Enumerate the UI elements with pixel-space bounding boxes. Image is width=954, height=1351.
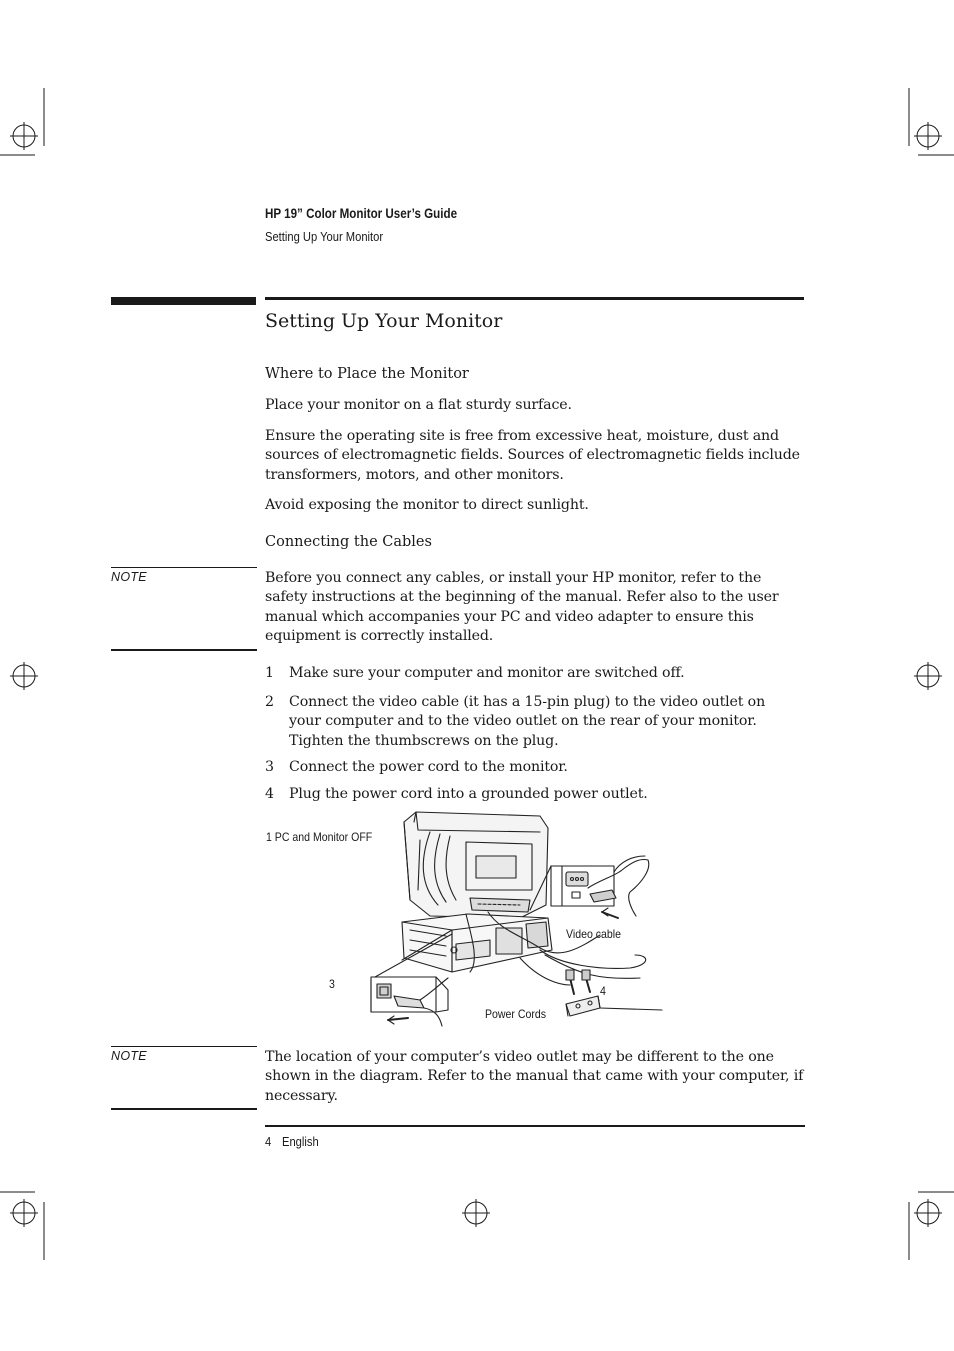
note2-top-rule <box>111 1046 257 1047</box>
figure-label-step1: 1 PC and Monitor OFF <box>266 830 373 844</box>
step-number: 2 <box>265 694 274 710</box>
chapter-title: Setting Up Your Monitor <box>265 310 503 332</box>
note-label: NOTE <box>111 570 147 584</box>
placement-paragraph-3: Avoid exposing the monitor to direct sunlight. <box>265 497 589 513</box>
video-connector-inset <box>551 856 649 918</box>
note2-label: NOTE <box>111 1049 147 1063</box>
note2-text: The location of your computer’s video outlet may be different to the one shown in the diagram. Refer to the manual that came with your computer, if necessary. <box>265 1049 804 1104</box>
running-header-section: Setting Up Your Monitor <box>265 229 384 244</box>
figure-label-3: 3 <box>329 977 335 991</box>
step-text: Plug the power cord into a grounded power outlet. <box>289 786 648 802</box>
monitor-icon <box>404 812 548 918</box>
running-header-title: HP 19” Color Monitor User’s Guide <box>265 206 458 221</box>
placement-paragraph-2: Ensure the operating site is free from excessive heat, moisture, dust and sources of electromagnetic fields. Sources of electromagnetic fields include transformers, motors, and other monitors. <box>265 428 800 483</box>
note2-bottom-rule <box>111 1108 257 1110</box>
page-number: 4 <box>265 1134 272 1149</box>
placement-heading: Where to Place the Monitor <box>265 366 469 382</box>
footer-rule <box>265 1125 805 1127</box>
figure-label-4: 4 <box>600 984 606 998</box>
step-number: 4 <box>265 786 274 802</box>
figure-label-power-cords: Power Cords <box>485 1007 547 1021</box>
step-number: 3 <box>265 759 274 775</box>
step-text: Connect the video cable (it has a 15-pin plug) to the video outlet on your computer and to the video outlet on the rear of your monitor. Tighten the thumbscrews on the plug. <box>289 694 766 749</box>
footer-language: English <box>282 1134 319 1149</box>
step-text: Connect the power cord to the monitor. <box>289 759 568 775</box>
step-number: 1 <box>265 665 274 681</box>
placement-paragraph-1: Place your monitor on a flat sturdy surface. <box>265 397 572 413</box>
note-text: Before you connect any cables, or install your HP monitor, refer to the safety instructions at the beginning of the manual. Refer also to the user manual which accompanies your PC and video adapter to ensure this equipment is correctly installed. <box>265 570 779 645</box>
power-outlet-icon <box>566 970 662 1016</box>
figure-label-video-cable: Video cable <box>566 927 621 941</box>
cables-heading: Connecting the Cables <box>265 534 432 550</box>
step-text: Make sure your computer and monitor are switched off. <box>289 665 685 681</box>
computer-icon <box>402 914 552 972</box>
